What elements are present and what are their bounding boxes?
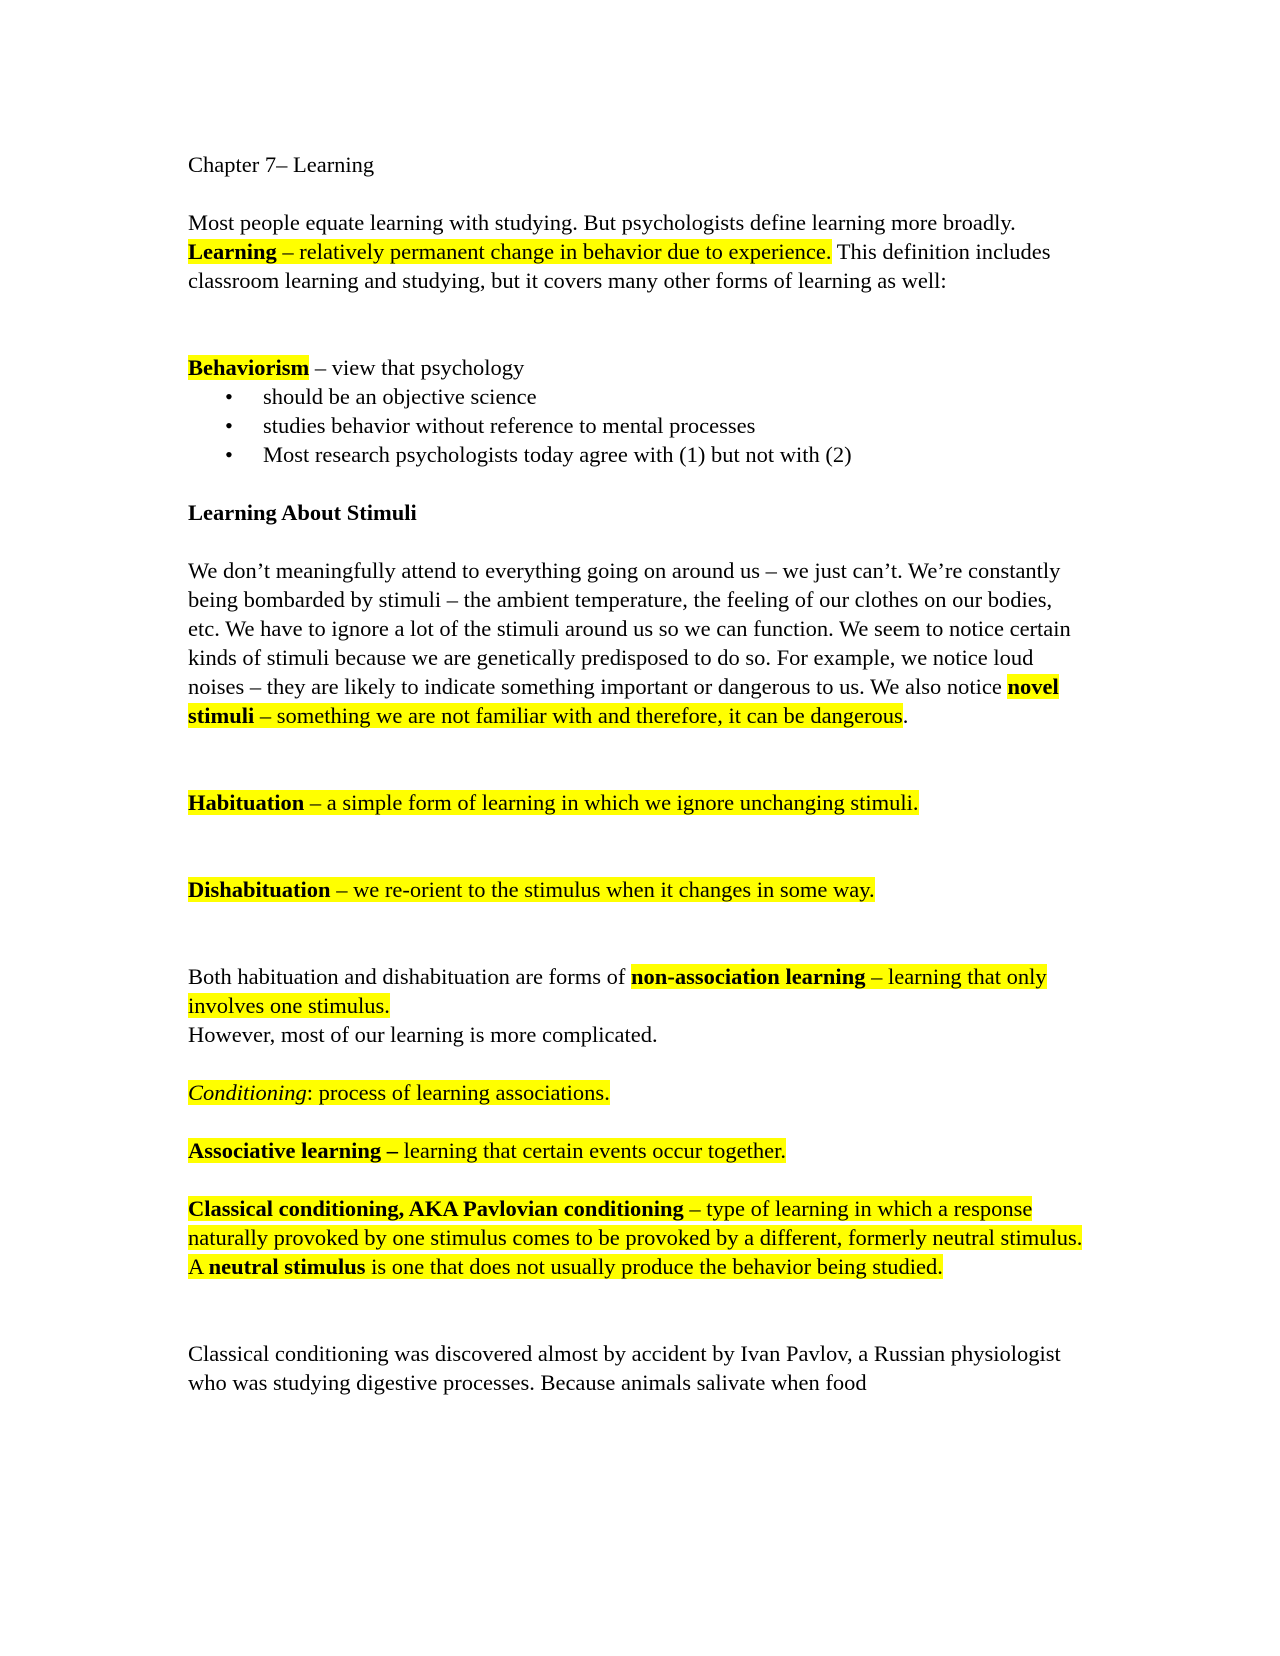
associative-definition bbox=[188, 1138, 786, 1163]
dishabituation-def: – we re-orient to the stimulus when it changes in some way. bbox=[330, 877, 875, 902]
habituation-term: Habituation bbox=[188, 790, 305, 815]
classical-term: Classical conditioning, AKA Pavlovian conditioning bbox=[188, 1196, 684, 1221]
dishabituation-line bbox=[188, 875, 1088, 904]
list-item bbox=[188, 382, 1088, 411]
spacer bbox=[188, 1165, 1088, 1194]
complicated-line: However, most of our learning is more complicated. bbox=[188, 1022, 658, 1047]
behaviorism-def: – view that psychology bbox=[309, 355, 525, 380]
associative-term: Associative learning – bbox=[188, 1138, 398, 1163]
spacer bbox=[188, 469, 1088, 498]
associative-def: learning that certain events occur together. bbox=[397, 1138, 786, 1163]
dishabituation-definition bbox=[188, 877, 875, 902]
list-item bbox=[188, 411, 1088, 440]
spacer bbox=[188, 817, 1088, 875]
intro-paragraph bbox=[188, 208, 1088, 295]
habituation-def: – a simple form of learning in which we ignore unchanging stimuli. bbox=[304, 790, 919, 815]
novel-stimuli-term: novel stimuli bbox=[188, 674, 1059, 728]
spacer bbox=[188, 179, 1088, 208]
pavlov-paragraph: Classical conditioning was discovered almost by accident by Ivan Pavlov, a Russian physiologist who was studying digestive processes. Because animals salivate when food bbox=[188, 1341, 1061, 1395]
nonassoc-def: – learning that only involves one stimulus. bbox=[188, 964, 1047, 1018]
dishabituation-term: Dishabituation bbox=[188, 877, 331, 902]
behaviorism-term: Behaviorism bbox=[188, 355, 310, 380]
classical-definition bbox=[188, 1196, 1082, 1279]
classical-paragraph bbox=[188, 1194, 1088, 1281]
bullet-icon: • bbox=[225, 384, 233, 409]
habituation-definition bbox=[188, 790, 919, 815]
learning-term: Learning bbox=[188, 239, 277, 264]
spacer bbox=[188, 904, 1088, 962]
stimuli-end: . bbox=[902, 703, 909, 728]
spacer bbox=[188, 1049, 1088, 1078]
nonassociation-paragraph bbox=[188, 962, 1088, 1020]
habituation-line bbox=[188, 788, 1088, 817]
stimuli-paragraph bbox=[188, 556, 1088, 730]
spacer bbox=[188, 295, 1088, 353]
nonassoc-text: Both habituation and dishabituation are forms of bbox=[188, 964, 632, 989]
conditioning-term: Conditioning bbox=[188, 1080, 307, 1105]
list-item-text: studies behavior without reference to mental processes bbox=[263, 413, 756, 438]
classical-def-1: – type of learning in which a response naturally provoked by one stimulus comes to be provoked by a different, formerly neutral stimulus. A bbox=[188, 1196, 1083, 1279]
behaviorism-line bbox=[188, 353, 1088, 382]
chapter-title: Chapter 7– Learning bbox=[188, 152, 375, 177]
conditioning-def: : process of learning associations. bbox=[306, 1080, 610, 1105]
bullet-icon: • bbox=[225, 442, 233, 467]
novel-stimuli-def: – something we are not familiar with and therefore, it can be dangerous bbox=[254, 703, 903, 728]
spacer bbox=[188, 527, 1088, 556]
spacer bbox=[188, 730, 1088, 788]
stimuli-text: We don’t meaningfully attend to everything going on around us – we just can’t. We’re constantly being bombarded by stimuli – the ambient temperature, the feeling of our clothes on our bodies, etc. We have to ignore a lot of the stimuli around us so we can function. We seem to notice certain kinds of stimuli because we are genetically predisposed to do so. For example, we notice loud noises – they are likely to indicate something important or dangerous to us. We also notice bbox=[188, 558, 1071, 699]
intro-text-2: This definition includes classroom learning and studying, but it covers many other forms of learning as well: bbox=[188, 239, 1051, 293]
nonassoc-term: non-association learning bbox=[631, 964, 866, 989]
intro-text-1: Most people equate learning with studying. But psychologists define learning more broadly. bbox=[188, 210, 1016, 235]
behaviorism-bullet-list bbox=[188, 382, 1088, 469]
spacer bbox=[188, 1281, 1088, 1339]
classical-def-2: is one that does not usually produce the behavior being studied. bbox=[365, 1254, 943, 1279]
list-item-text: should be an objective science bbox=[263, 384, 537, 409]
associative-line bbox=[188, 1136, 1088, 1165]
learning-definition bbox=[188, 239, 832, 264]
conditioning-definition bbox=[188, 1080, 610, 1105]
document-page bbox=[188, 150, 1088, 1397]
list-item bbox=[188, 440, 1088, 469]
list-item-text: Most research psychologists today agree with (1) but not with (2) bbox=[263, 442, 852, 467]
section-heading: Learning About Stimuli bbox=[188, 500, 417, 525]
spacer bbox=[188, 1107, 1088, 1136]
neutral-stimulus-term: neutral stimulus bbox=[208, 1254, 366, 1279]
conditioning-line bbox=[188, 1078, 1088, 1107]
bullet-icon: • bbox=[225, 413, 233, 438]
learning-def: – relatively permanent change in behavior due to experience. bbox=[276, 239, 832, 264]
